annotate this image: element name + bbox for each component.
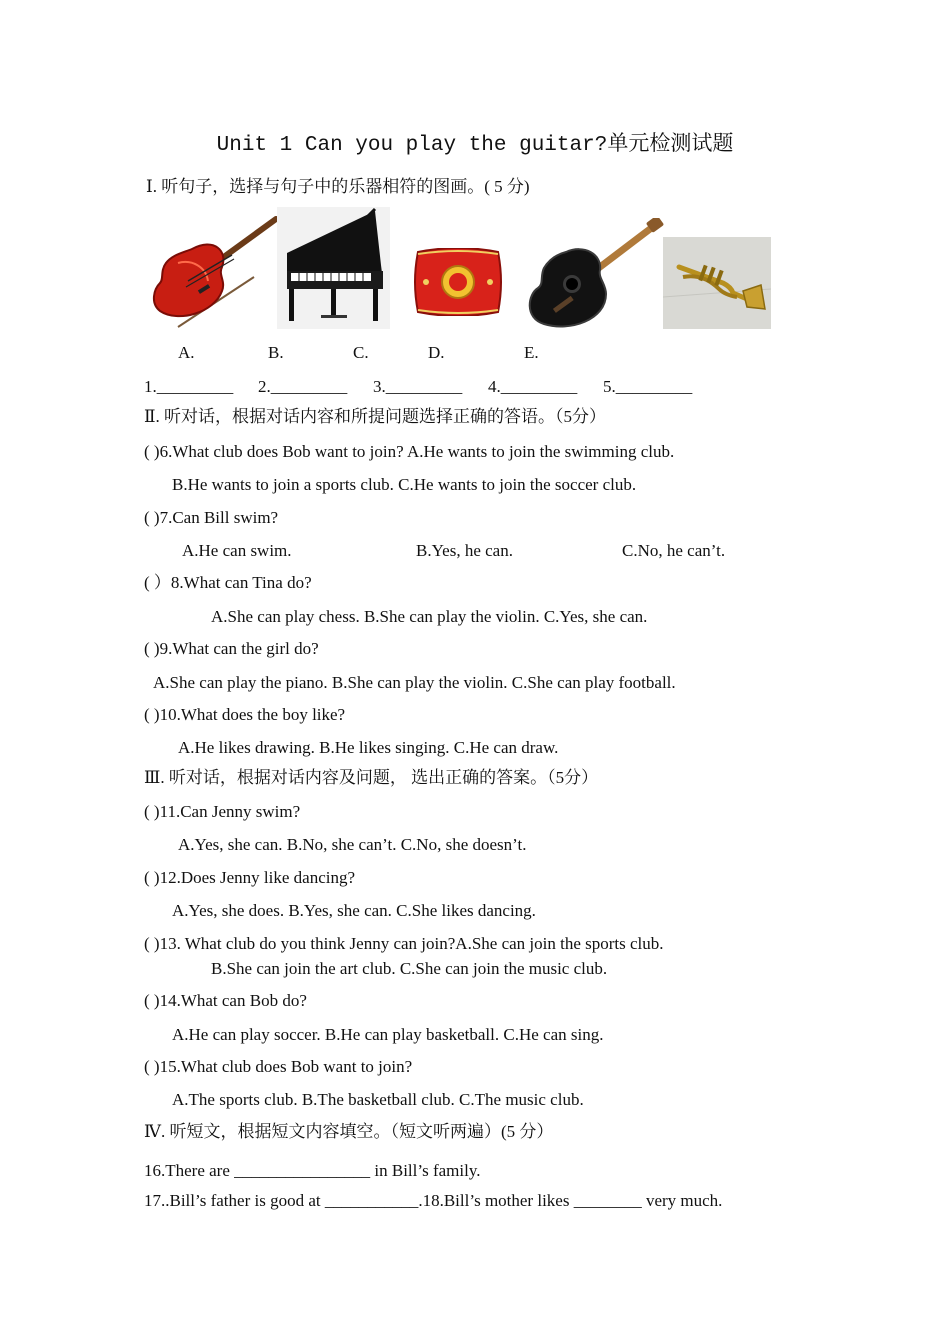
option-b: B.Yes, he can. <box>416 541 513 560</box>
answer-blank-5: 5._________ <box>603 377 693 396</box>
option-line: B.She can join the art club. C.She can join the music club. <box>211 959 608 978</box>
option-line: B.He wants to join a sports club. C.He wants to join the soccer club. <box>172 475 637 494</box>
option-line: A.She can play the piano. B.She can play the violin. C.She can play football. <box>153 673 676 692</box>
question-line: ( )15.What club does Bob want to join? <box>144 1057 413 1076</box>
drum-icon <box>414 248 502 316</box>
question-line: ( )11.Can Jenny swim? <box>144 802 301 821</box>
question-line: ( )7.Can Bill swim? <box>144 508 279 527</box>
image-label-e: E. <box>524 343 539 362</box>
section-4-heading: Ⅳ. 听短文，根据短文内容填空。（短文听两遍）(5 分） <box>144 1122 554 1141</box>
question-line: ( )14.What can Bob do? <box>144 991 307 1010</box>
trumpet-icon <box>663 237 771 329</box>
section-3-heading: Ⅲ. 听对话，根据对话内容及问题， 选出正确的答案。（5分） <box>144 768 599 787</box>
option-c: C.No, he can’t. <box>622 541 726 560</box>
option-line: A.She can play chess. B.She can play the violin. C.Yes, she can. <box>211 607 648 626</box>
option-line: A.He likes drawing. B.He likes singing. C.He can draw. <box>178 738 559 757</box>
page-title: Unit 1 Can you play the guitar?单元检测试题 <box>216 134 734 157</box>
option-line: A.He can play soccer. B.He can play basketball. C.He can sing. <box>172 1025 604 1044</box>
option-line: A.The sports club. B.The basketball club. C.The music club. <box>172 1090 584 1109</box>
violin-icon <box>148 215 280 330</box>
question-line: ( ）8.What can Tina do? <box>144 573 312 592</box>
answer-blank-2: 2._________ <box>258 377 348 396</box>
fill-in-line: 16.There are ________________ in Bill’s family. <box>144 1161 481 1180</box>
answer-blank-4: 4._________ <box>488 377 578 396</box>
answer-blank-1: 1._________ <box>144 377 234 396</box>
image-label-d: D. <box>428 343 445 362</box>
question-line: ( )13. What club do you think Jenny can join?A.She can join the sports club. <box>144 934 664 953</box>
piano-icon <box>277 207 390 329</box>
answer-blank-3: 3._________ <box>373 377 463 396</box>
section-2-heading: Ⅱ. 听对话，根据对话内容和所提问题选择正确的答语。（5分） <box>144 407 607 426</box>
question-line: ( )12.Does Jenny like dancing? <box>144 868 356 887</box>
image-label-c: C. <box>353 343 369 362</box>
guitar-icon <box>526 218 664 330</box>
option-line: A.Yes, she does. B.Yes, she can. C.She likes dancing. <box>172 901 536 920</box>
question-line: ( )10.What does the boy like? <box>144 705 346 724</box>
fill-in-line: 17..Bill’s father is good at ___________.18.Bill’s mother likes ________ very much. <box>144 1191 723 1210</box>
question-line: ( )6.What club does Bob want to join? A.He wants to join the swimming club. <box>144 442 675 461</box>
option-line: A.Yes, she can. B.No, she can’t. C.No, she doesn’t. <box>178 835 527 854</box>
option-a: A.He can swim. <box>182 541 292 560</box>
question-line: ( )9.What can the girl do? <box>144 639 319 658</box>
image-label-a: A. <box>178 343 195 362</box>
image-label-b: B. <box>268 343 284 362</box>
section-1-heading: Ⅰ. 听句子，选择与句子中的乐器相符的图画。( 5 分) <box>146 177 530 196</box>
